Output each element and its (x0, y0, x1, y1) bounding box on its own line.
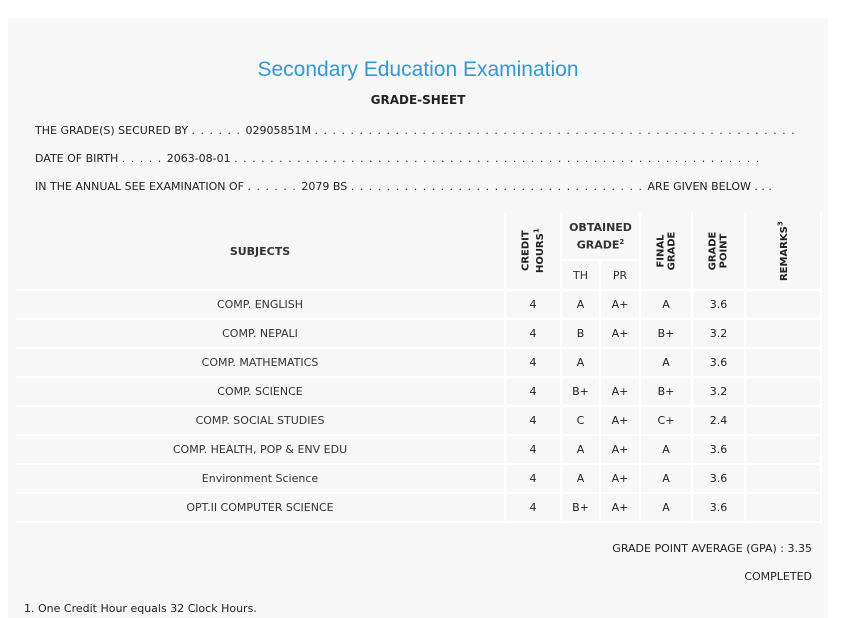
subject-cell: Environment Science (16, 465, 506, 494)
gpa-line (612, 542, 812, 555)
th-grade-cell: A (562, 465, 601, 494)
header-row (16, 213, 822, 261)
final-line2: GRADE (666, 231, 677, 271)
final-grade-cell: A (641, 291, 693, 320)
obtained-line1: OBTAINED (569, 220, 632, 234)
th-grade-cell: B (562, 320, 601, 349)
pr-grade-cell: A+ (601, 494, 641, 523)
credit-cell: 4 (506, 407, 562, 436)
grade-point-cell: 2.4 (693, 407, 746, 436)
col-grade-point (693, 213, 746, 291)
credit-line1: CREDIT (520, 230, 532, 272)
remarks-cell (746, 494, 822, 523)
credit-cell: 4 (506, 349, 562, 378)
remarks-cell (746, 291, 822, 320)
exam-year: 2079 BS (301, 180, 348, 193)
dob-value: 2063-08-01 (166, 152, 231, 165)
subject-cell: COMP. HEALTH, POP & ENV EDU (16, 436, 506, 465)
th-grade-cell: C (562, 407, 601, 436)
remarks-cell (746, 407, 822, 436)
pr-grade-cell (601, 349, 641, 378)
table-row (16, 494, 822, 523)
grade-point-cell: 3.2 (693, 378, 746, 407)
pr-grade-cell: A+ (601, 320, 641, 349)
col-remarks (746, 213, 822, 291)
col-obtained-grade (562, 213, 641, 261)
remarks-cell (746, 349, 822, 378)
th-grade-cell: A (562, 291, 601, 320)
credit-cell: 4 (506, 436, 562, 465)
subject-cell: OPT.II COMPUTER SCIENCE (16, 494, 506, 523)
grade-point-cell: 3.6 (693, 349, 746, 378)
obtained-sup: 2 (619, 237, 625, 246)
col-subjects: SUBJECTS (16, 213, 506, 291)
th-grade-cell: A (562, 436, 601, 465)
dob-label: DATE OF BIRTH (35, 152, 119, 165)
obtained-line2: GRADE (576, 238, 620, 252)
subject-cell: COMP. NEPALI (16, 320, 506, 349)
grade-point-cell: 3.6 (693, 494, 746, 523)
remarks-cell (746, 436, 822, 465)
subject-cell: COMP. ENGLISH (16, 291, 506, 320)
info-secured-by: THE GRADE(S) SECURED BY . . . . . . 02905851M . . . . . . . . . . . . . . . . . . . . . . . . . . . . . . . . . . . . . . . . . . . . . . . . . . . . . . (35, 124, 796, 137)
status-text: COMPLETED (744, 570, 812, 583)
credit-line2: HOURS (534, 233, 546, 274)
col-credit-hours (506, 213, 562, 291)
remarks-sup: 3 (776, 221, 785, 226)
grade-sheet-card (8, 18, 828, 618)
table-row (16, 436, 822, 465)
subject-cell: COMP. SOCIAL STUDIES (16, 407, 506, 436)
grade-point-cell: 3.2 (693, 320, 746, 349)
table-row (16, 407, 822, 436)
pr-grade-cell: A+ (601, 436, 641, 465)
credit-cell: 4 (506, 291, 562, 320)
final-grade-cell: A (641, 465, 693, 494)
footnote-1: 1. One Credit Hour equals 32 Clock Hours. (24, 602, 257, 615)
remarks-cell (746, 320, 822, 349)
final-grade-cell: A (641, 349, 693, 378)
col-pr: PR (601, 261, 641, 291)
grade-point-cell: 3.6 (693, 291, 746, 320)
subject-cell: COMP. SCIENCE (16, 378, 506, 407)
exam-label: IN THE ANNUAL SEE EXAMINATION OF (35, 180, 244, 193)
gp-line1: GRADE (707, 231, 719, 271)
credit-cell: 4 (506, 465, 562, 494)
final-grade-cell: A (641, 494, 693, 523)
gpa-value: 3.35 (787, 542, 812, 555)
col-final-grade (641, 213, 693, 291)
credit-cell: 4 (506, 378, 562, 407)
page-subtitle: GRADE-SHEET (370, 93, 466, 107)
th-grade-cell: B+ (562, 378, 601, 407)
grade-point-cell: 3.6 (693, 465, 746, 494)
credit-sup: 1 (532, 228, 541, 234)
exam-suffix: ARE GIVEN BELOW . . . (647, 180, 772, 193)
info-dob: DATE OF BIRTH . . . . . 2063-08-01 . . . . . . . . . . . . . . . . . . . . . . . . . . . . . . . . . . . . . . . . . . . . . . . . . . . . . . . . . . . (35, 152, 761, 165)
final-line1: FINAL (655, 234, 666, 268)
pr-grade-cell: A+ (601, 291, 641, 320)
final-grade-cell: C+ (641, 407, 693, 436)
final-grade-cell: B+ (641, 320, 693, 349)
pr-grade-cell: A+ (601, 378, 641, 407)
page-title: Secondary Education Examination (257, 58, 579, 81)
pr-grade-cell: A+ (601, 465, 641, 494)
table-row (16, 291, 822, 320)
table-row (16, 349, 822, 378)
secured-label: THE GRADE(S) SECURED BY (35, 124, 189, 137)
subject-cell: COMP. MATHEMATICS (16, 349, 506, 378)
table-row (16, 378, 822, 407)
gpa-label: GRADE POINT AVERAGE (GPA) : (612, 542, 784, 555)
col-th: TH (562, 261, 601, 291)
remarks-cell (746, 465, 822, 494)
table-row (16, 465, 822, 494)
pr-grade-cell: A+ (601, 407, 641, 436)
final-grade-cell: B+ (641, 378, 693, 407)
gp-line2: POINT (718, 233, 730, 269)
credit-cell: 4 (506, 494, 562, 523)
grades-table (16, 213, 822, 523)
grade-point-cell: 3.6 (693, 436, 746, 465)
th-grade-cell: B+ (562, 494, 601, 523)
remarks-cell (746, 378, 822, 407)
remarks-label: REMARKS (779, 225, 791, 281)
table-row (16, 320, 822, 349)
symbol-number: 02905851M (245, 124, 312, 137)
info-exam: IN THE ANNUAL SEE EXAMINATION OF . . . . . . 2079 BS . . . . . . . . . . . . . . . . . . . . . . . . . . . . . . . . . ARE GIVEN BELOW . . . (35, 180, 772, 193)
final-grade-cell: A (641, 436, 693, 465)
credit-cell: 4 (506, 320, 562, 349)
th-grade-cell: A (562, 349, 601, 378)
